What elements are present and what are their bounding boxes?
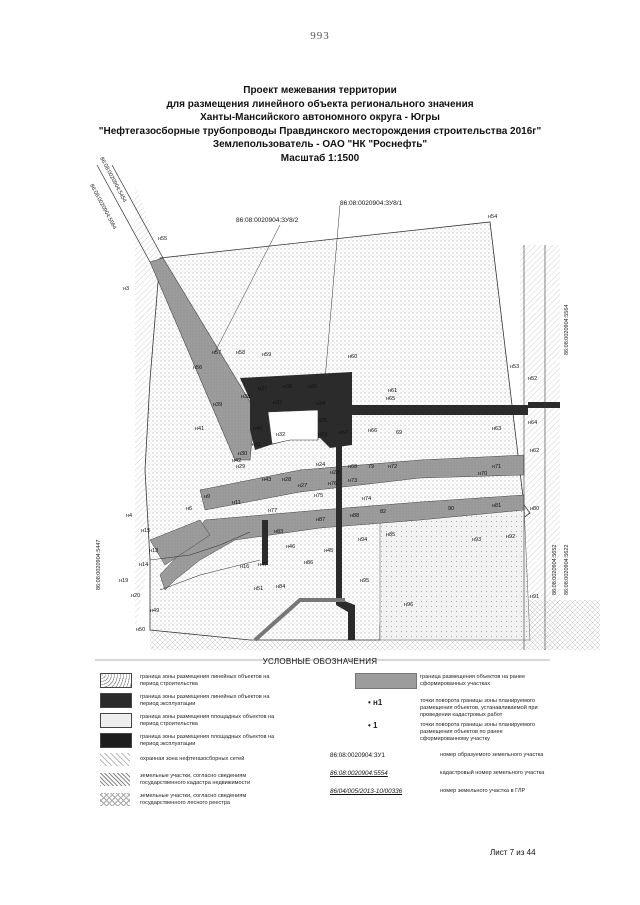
point-label: н71: [492, 464, 502, 470]
point-label: н33: [273, 400, 283, 406]
point-label: н40: [253, 426, 263, 432]
point-label: н50: [136, 627, 146, 633]
point-label: н95: [360, 578, 370, 584]
point-label: н87: [316, 517, 326, 523]
zone-right-lower: [380, 505, 530, 640]
point-label: н13: [149, 548, 159, 554]
point-label: 82: [380, 509, 387, 515]
point-label: н23: [318, 432, 328, 438]
point-label: н41: [195, 426, 205, 432]
legend-right-item-2: точки поворота границы зоны планируемого размещения объектов, устанавливаемой при проведении кадастровых работ: [420, 698, 538, 718]
point-label: н94: [358, 537, 368, 543]
legend-swatch-gray: [355, 673, 417, 689]
point-label: н73: [348, 478, 358, 484]
point-label: н91: [530, 594, 540, 600]
point-label: н53: [510, 364, 520, 370]
point-label: н66: [368, 428, 378, 434]
cadastral-right-top: 86:08:0020904:5564: [564, 304, 570, 355]
point-label: н80: [530, 506, 540, 512]
point-label: н42: [232, 458, 242, 464]
legend-item-1: граница зоны размещения линейных объектов на период строительства: [140, 674, 270, 687]
legend-swatch-black: [100, 733, 132, 748]
legend-heading: УСЛОВНЫЕ ОБОЗНАЧЕНИЯ: [262, 657, 378, 666]
point-label: н43: [262, 477, 272, 483]
point-label: н75: [314, 493, 324, 499]
cadastral-right-bottom-1: 86:08:0020904:5652: [552, 544, 558, 595]
point-label: н56: [193, 365, 203, 371]
legend-swatch-hatch-light: [100, 753, 130, 766]
legend-item-5: охранная зона нефтегазосборных сетей: [140, 756, 245, 762]
parcel-label-zu8-2: 86:08:0020904:ЗУ8/2: [236, 217, 299, 224]
point-label: н88: [350, 513, 360, 519]
point-label: н81: [492, 503, 502, 509]
point-label: н64: [528, 420, 538, 426]
point-label: н28: [282, 477, 292, 483]
point-label: н96: [404, 602, 414, 608]
parcel-label-zu8-1: 86:08:0020904:ЗУ8/1: [340, 200, 403, 207]
point-label: н83: [274, 529, 284, 535]
point-label: н39: [213, 402, 223, 408]
title-scale: Масштаб 1:1500: [280, 152, 360, 164]
point-label: н60: [348, 354, 358, 360]
point-label: н14: [139, 562, 149, 568]
point-label: н76: [328, 481, 338, 487]
point-label: н58: [236, 350, 246, 356]
legend-code-text-3: номер земельного участка в ГЛР: [440, 788, 526, 794]
point-label: н24: [316, 462, 326, 468]
pad-gap: [268, 410, 318, 444]
point-label: н72: [388, 464, 398, 470]
sheet-number: Лист 7 из 44: [490, 848, 536, 857]
point-label: н85: [386, 532, 396, 538]
point-label: н45: [324, 548, 334, 554]
pipeline-line-right: [350, 405, 528, 415]
point-label: н55: [158, 236, 168, 242]
point-label: н15: [141, 528, 151, 534]
title-line-1: Проект межевания территории: [243, 85, 397, 96]
point-label: н37: [258, 386, 268, 392]
pipeline-line-vertical-1: [262, 520, 268, 565]
point-label: н84: [276, 584, 286, 590]
point-label: н93: [472, 537, 482, 543]
legend-swatch-dots: [100, 673, 132, 688]
point-label: н31: [252, 442, 262, 448]
legend-item-6: земельные участки, согласно сведениям государственного кадастра недвижимости: [140, 773, 251, 786]
point-label: н92: [506, 534, 516, 540]
legend-item-7: земельные участки, согласно сведениям государственного лесного реестра: [140, 793, 247, 806]
point-label: н25: [318, 418, 328, 424]
point-label: н46: [286, 544, 296, 550]
point-label: н61: [388, 388, 398, 394]
point-label: н27: [298, 483, 308, 489]
point-label: н77: [268, 508, 278, 514]
point-label: н29: [236, 464, 246, 470]
legend-point-symbol-n1-text: н1: [373, 698, 383, 707]
point-label: н6: [186, 506, 193, 512]
point-label: н30: [238, 451, 248, 457]
legend-right-item-3: точки поворота границы зоны планируемого размещения объектов по ранее сформированному участку: [420, 722, 535, 742]
title-line-2: для размещения линейного объекта регионального значения: [166, 98, 474, 110]
point-label: н19: [119, 578, 129, 584]
title-line-5: Землепользователь - ОАО "НК "Роснефть": [212, 139, 428, 150]
legend-item-2: граница зоны размещения линейных объектов на период эксплуатации: [140, 694, 270, 707]
legend-swatch-dark: [100, 693, 132, 708]
legend-swatch-light: [100, 713, 132, 728]
point-label: н51: [254, 586, 264, 592]
point-label: н11: [232, 500, 241, 506]
point-label: н63: [492, 426, 502, 432]
cadastral-right-bottom-2: 86:08:0020904:5622: [564, 544, 570, 595]
legend-item-4: граница зоны размещения площадных объектов на период эксплуатации: [140, 734, 275, 747]
legend-code-2: 86:08:0020904:5554: [330, 770, 388, 777]
point-label: н57: [212, 350, 222, 356]
point-label: н4: [126, 513, 133, 519]
point-label: н52: [528, 376, 538, 382]
cadastral-left-mid: 86:08:0020904:5447: [96, 539, 102, 590]
point-label: н35: [308, 384, 318, 390]
point-label: н86: [304, 560, 314, 566]
point-label: н9: [204, 494, 211, 500]
point-label: н34: [316, 401, 326, 407]
point-label: 79: [368, 464, 375, 470]
cadastral-top-left-2: 86:08:0020904:5564: [88, 183, 118, 231]
legend-point-symbol-n1: • н1: [368, 698, 383, 707]
legend-point-symbol-1-text: 1: [373, 721, 378, 730]
page-number: 993: [310, 30, 330, 42]
point-label: н65: [386, 396, 396, 402]
point-label: н16: [240, 564, 250, 570]
point-label: н38: [241, 394, 251, 400]
point-label: н36: [283, 384, 293, 390]
title-line-4: "Нефтегазосборные трубопроводы Правдинского месторождения строительства 2016г": [98, 125, 542, 137]
point-label: н49: [150, 608, 160, 614]
point-label: 69: [396, 430, 403, 436]
legend-point-symbol-1: • 1: [368, 721, 378, 730]
point-label: н20: [131, 593, 141, 599]
legend-code-text-1: номер образуемого земельного участка: [440, 752, 544, 758]
title-line-3: Ханты-Мансийского автономного округа - Югры: [200, 112, 440, 123]
point-label: 90: [448, 506, 455, 512]
point-label: н47: [258, 562, 268, 568]
legend-code-1: 86:08:0020904:ЗУ1: [330, 752, 386, 759]
point-label: н22: [330, 470, 340, 476]
legend-code-3: 86/04/005/2013-10/00336: [330, 788, 403, 795]
point-label: н32: [276, 432, 286, 438]
point-label: н62: [530, 448, 540, 454]
point-label: н74: [362, 496, 372, 502]
legend-swatch-hatch: [100, 773, 130, 786]
legend-right-item-1: граница размещения объектов на ранее сформированных участках: [420, 674, 526, 687]
cadastral-top-left-1: 86:08:0020904:5454: [98, 156, 128, 204]
legend-item-3: граница зоны размещения площадных объектов на период строительства: [140, 714, 275, 727]
point-label: н3: [123, 286, 130, 292]
point-label: н70: [478, 471, 488, 477]
point-label: н54: [488, 214, 498, 220]
legend-code-text-2: кадастровый номер земельного участка: [440, 770, 545, 776]
pipeline-line-right-2: [528, 402, 560, 408]
point-label: н67: [339, 430, 349, 436]
point-label: н59: [262, 352, 272, 358]
point-label: н68: [348, 464, 358, 470]
legend-swatch-cross: [100, 793, 130, 806]
